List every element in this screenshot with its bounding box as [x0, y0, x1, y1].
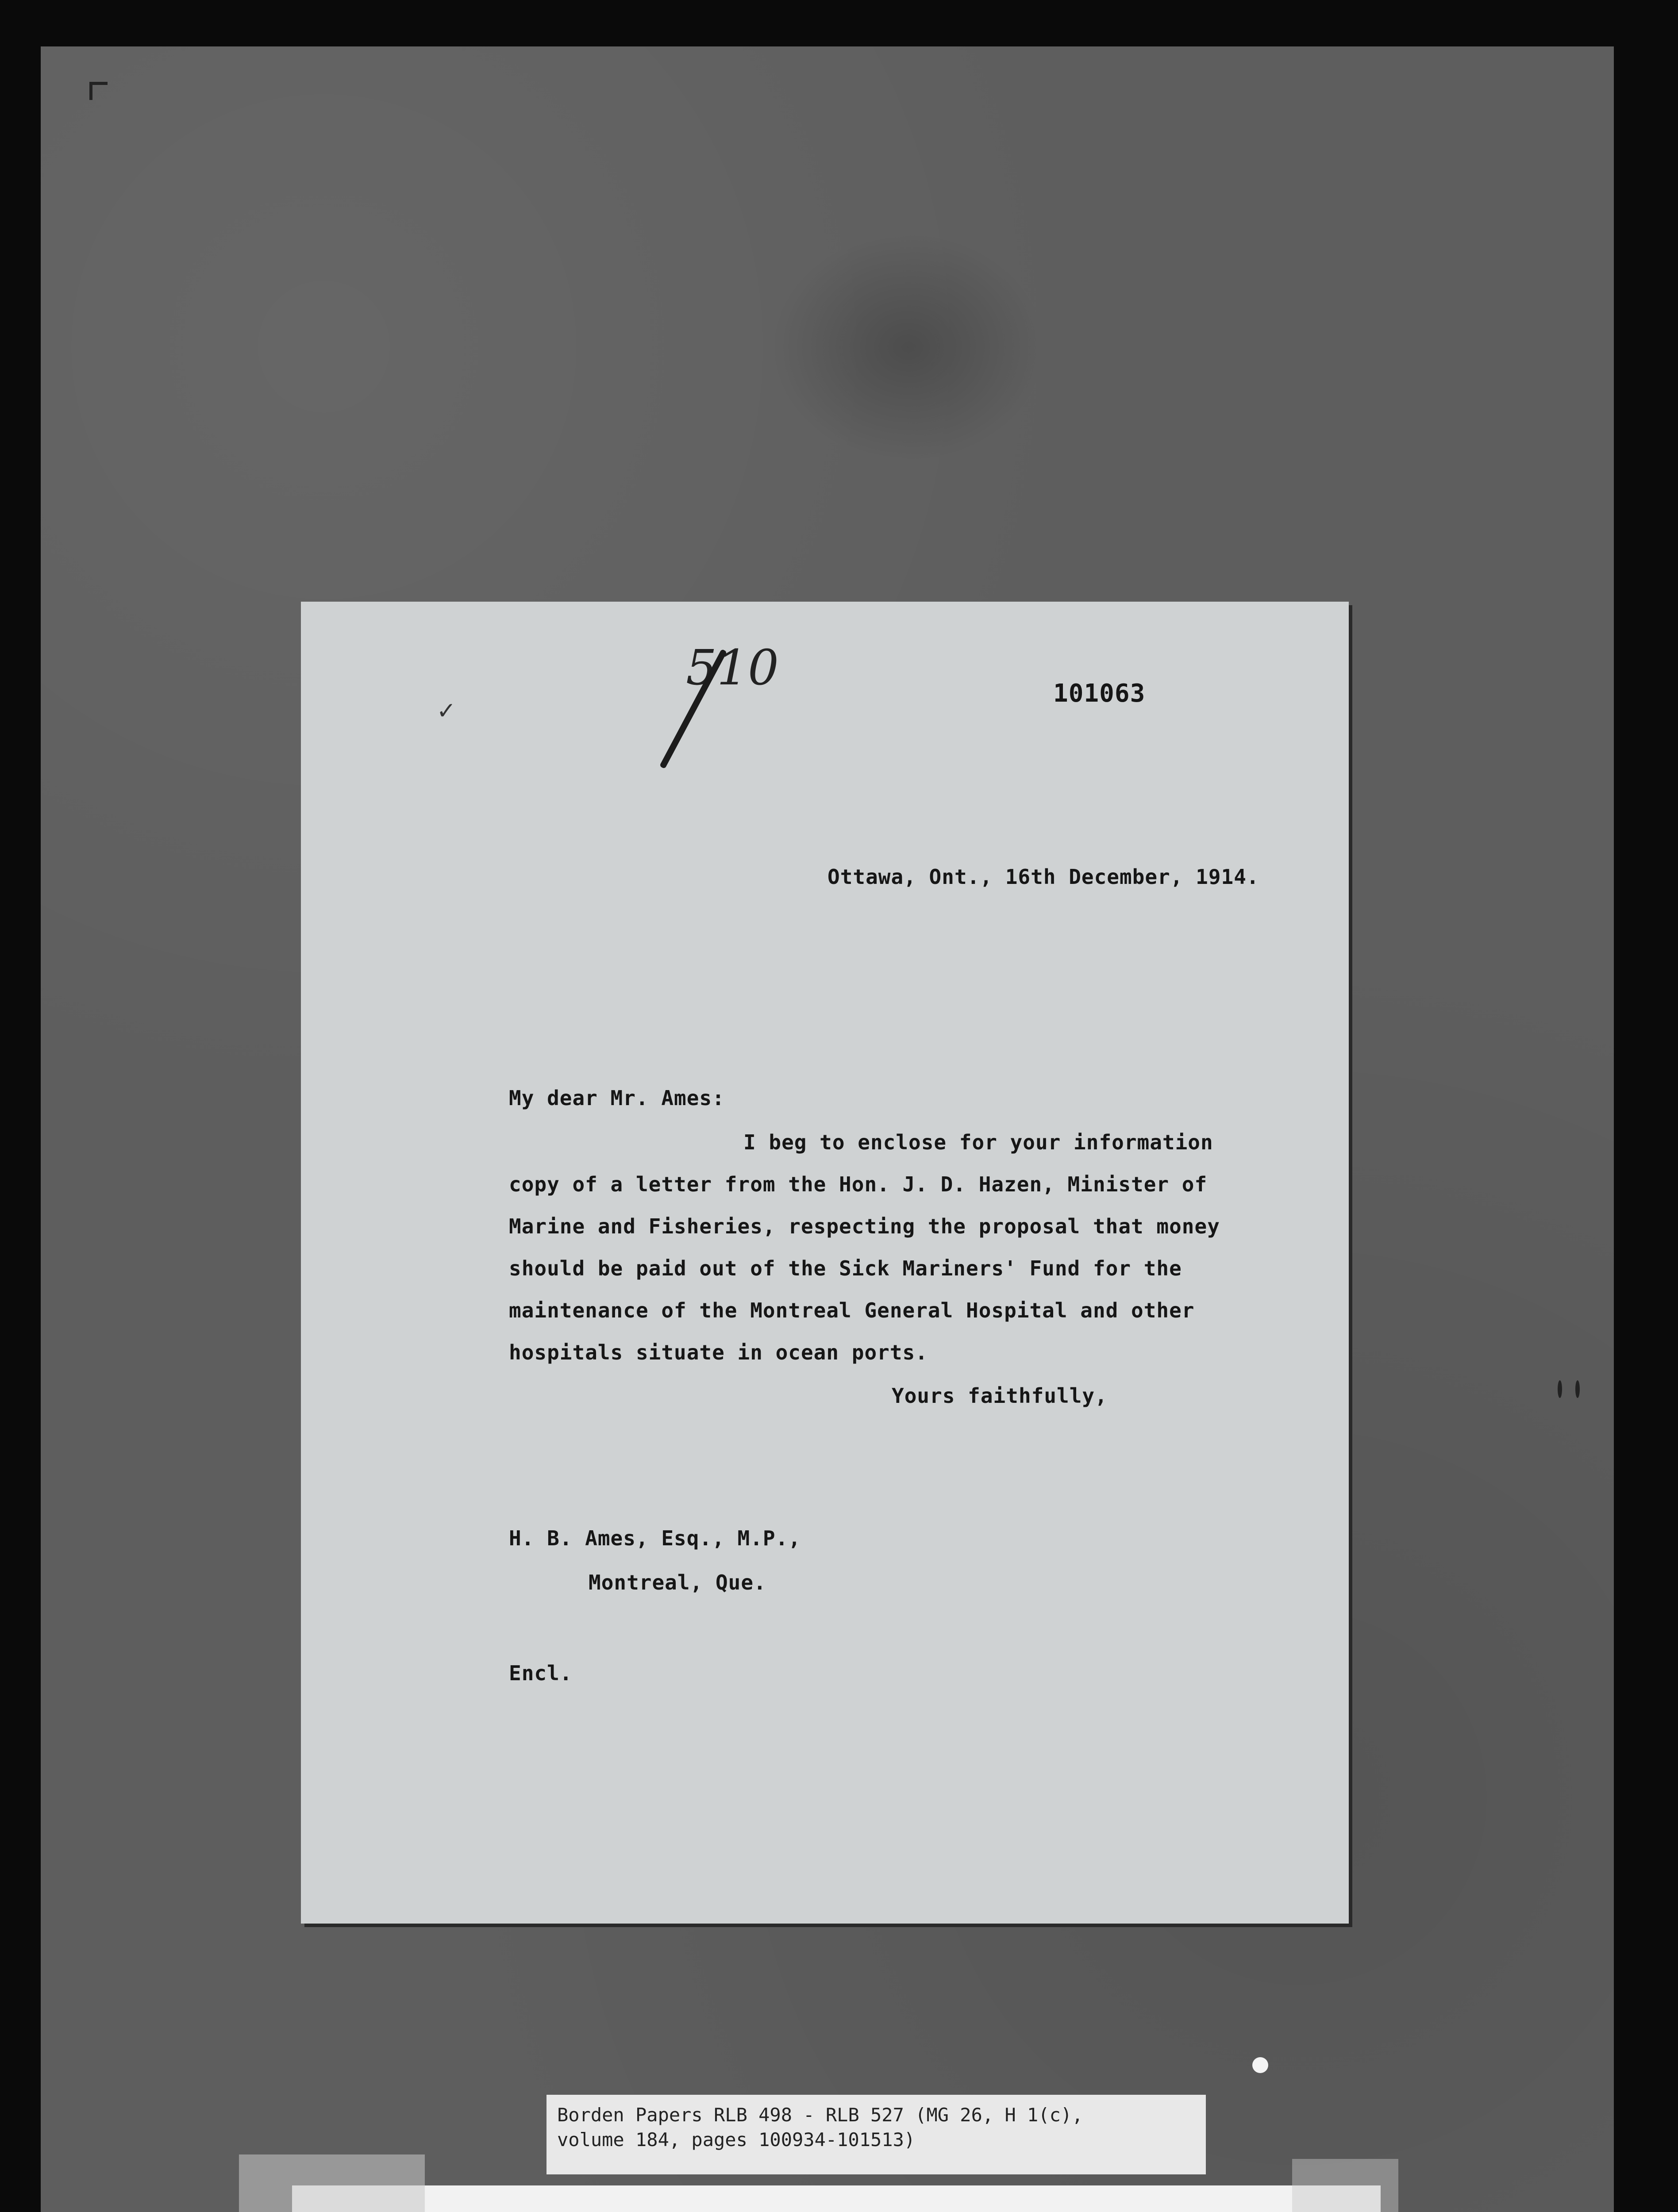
enclosure-note: Encl. — [509, 1661, 573, 1685]
dateline: Ottawa, Ont., 16th December, 1914. — [827, 865, 1259, 889]
body-line: copy of a letter from the Hon. J. D. Hazen, Minister of — [509, 1172, 1208, 1196]
reference-line-1: Borden Papers RLB 498 - RLB 527 (MG 26, H 1(c), — [557, 2104, 1083, 2126]
page-number: 101063 — [1053, 679, 1146, 708]
corner-mark — [89, 82, 108, 100]
smudge-mark — [771, 232, 1045, 462]
reference-line-2: volume 184, pages 100934-101513) — [557, 2129, 916, 2151]
body-line: should be paid out of the Sick Mariners' Fund for the — [509, 1256, 1182, 1280]
tape-strip — [239, 2154, 425, 2212]
folio-number: 510 — [686, 639, 779, 696]
archive-stamp — [292, 2185, 1381, 2212]
body-line: Marine and Fisheries, respecting the proposal that money — [509, 1214, 1220, 1238]
salutation: My dear Mr. Ames: — [509, 1086, 725, 1110]
closing: Yours faithfully, — [892, 1384, 1108, 1408]
addressee-city: Montreal, Que. — [589, 1571, 766, 1594]
body-line: maintenance of the Montreal General Hospital and other — [509, 1298, 1195, 1322]
addressee-name: H. B. Ames, Esq., M.P., — [509, 1526, 801, 1550]
dust-speck — [1558, 1380, 1562, 1398]
dust-speck — [1252, 2057, 1268, 2073]
tape-strip — [1292, 2159, 1398, 2212]
body-line: hospitals situate in ocean ports. — [509, 1340, 928, 1364]
dust-speck — [1575, 1380, 1580, 1398]
body-line: I beg to enclose for your information — [743, 1130, 1213, 1154]
pencil-mark: ✓ — [438, 695, 454, 726]
reference-label — [547, 2095, 1206, 2174]
letter-page — [301, 602, 1349, 1924]
